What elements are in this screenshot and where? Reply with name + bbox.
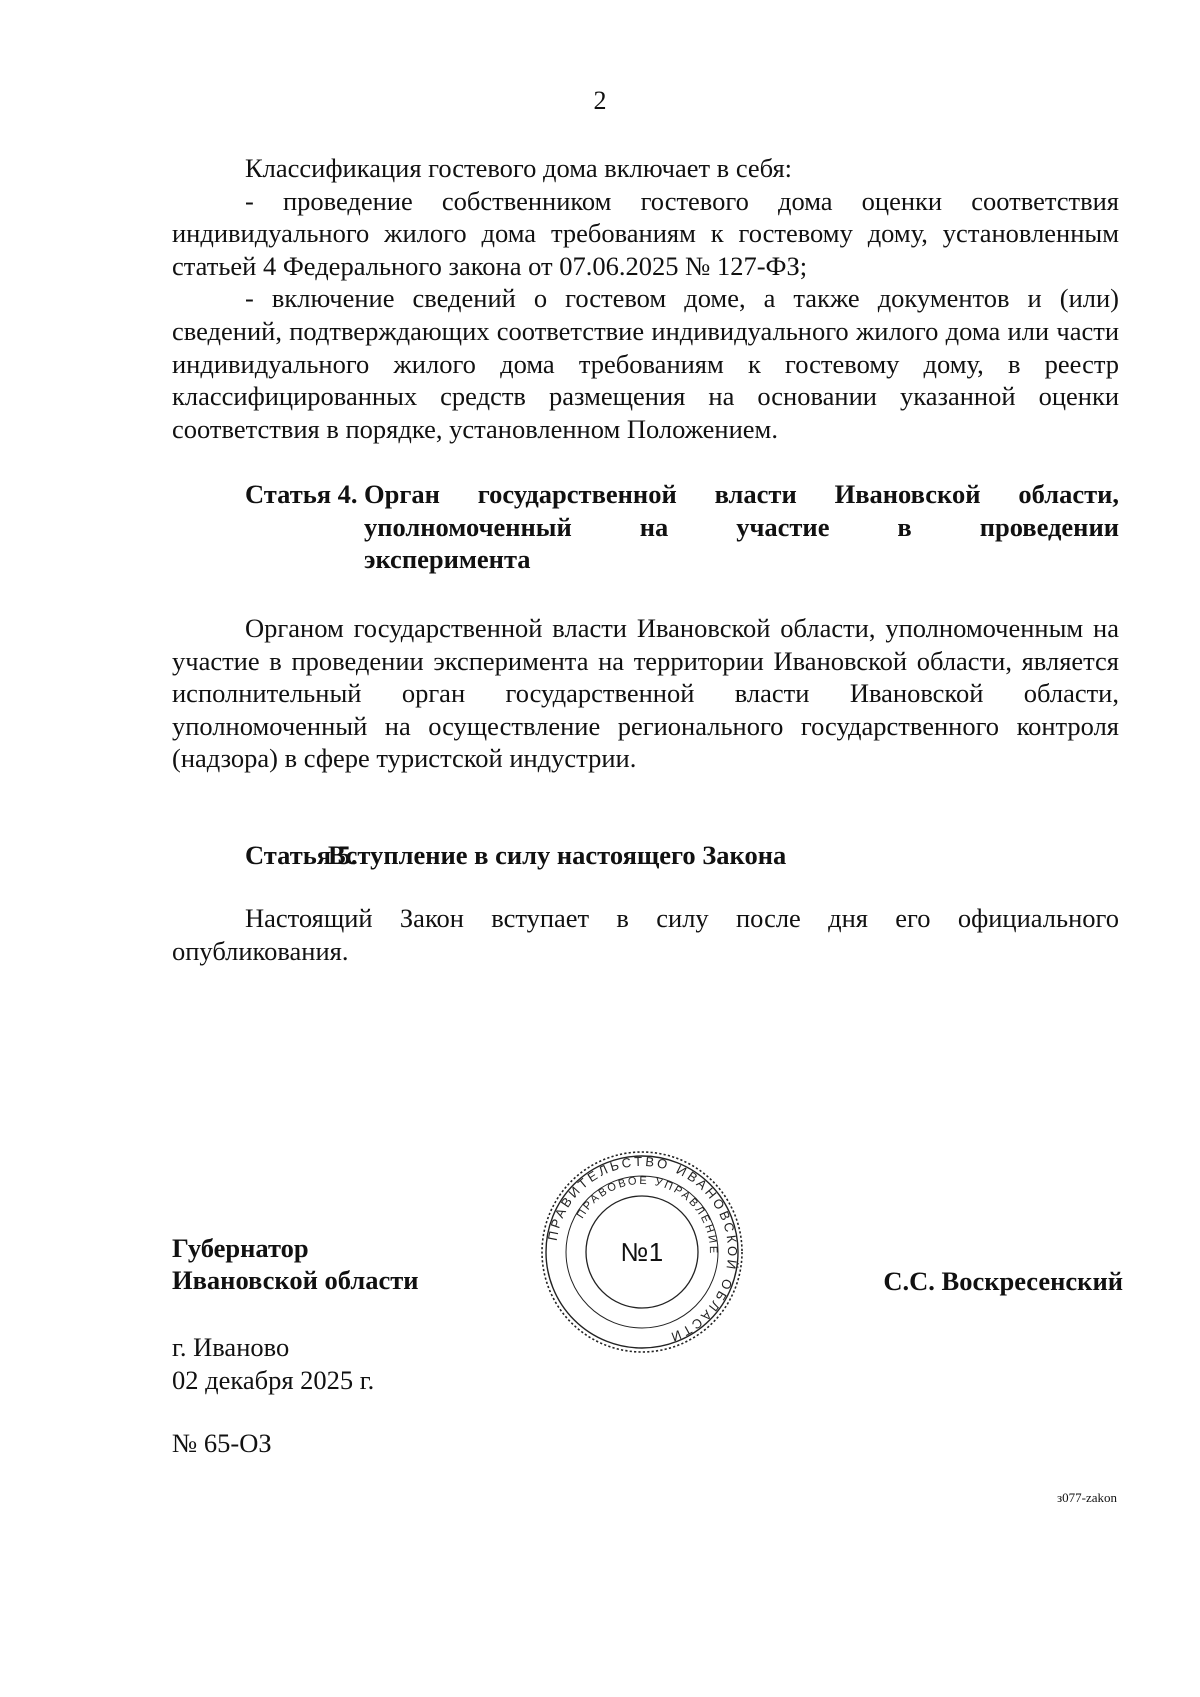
seal-center-text: №1 [620,1236,664,1267]
article-title: Вступление в силу настоящего Закона [328,840,787,870]
paragraph: - проведение собственником гостевого дома оценки соответствия индивидуального жилого дома требованиям к гостевому дому, установленным статьей 4 Федерального закона от 07.06.2025 № 127-ФЗ; [172,185,1119,281]
article-title [364,478,1119,576]
paragraph: Классификация гостевого дома включает в себя: [245,153,793,183]
official-seal [538,1148,746,1356]
article-heading [172,478,1119,576]
paragraph: - включение сведений о гостевом доме, а также документов и (или) сведений, подтверждающих соответствие индивидуального жилого дома или части индивидуального жилого дома требованиям к гостевому дому, в реестр классифицированных средств размещения на основании указанной оценки соответствия в порядке, установленном Положением. [172,283,1119,444]
article-number: Статья 5. [245,840,358,870]
page-number: 2 [593,86,607,115]
authority-section [172,612,1119,775]
entry-into-force-section [172,902,1119,967]
place-and-date [172,1331,374,1397]
signer-title [172,1232,419,1296]
classification-section [172,152,1119,445]
date: 02 декабря 2025 г. [172,1365,375,1395]
signer-name: С.С. Воскресенский [883,1266,1123,1296]
law-number: № 65-ОЗ [172,1428,272,1458]
article-title-line: Орган государственной власти Ивановской области, [364,479,1119,509]
paragraph: Органом государственной власти Ивановской области, уполномоченным на участие в проведении эксперимента на территории Ивановской области, является исполнительный орган государственной власти Ивановской области, уполномоченный на осуществление регионального государственного контроля (надзора) в сфере туристской индустрии. [172,613,1119,774]
signer-title-line: Ивановской области [172,1265,419,1295]
article-heading [172,839,1119,872]
article-title-line: эксперимента [364,544,531,575]
article-title-line: уполномоченный на участие в проведении [364,511,1119,542]
seal-outer-text: ПРАВИТЕЛЬСТВО ИВАНОВСКОЙ ОБЛАСТИ [544,1153,741,1346]
document-code: з077-zakon [1056,1490,1117,1505]
article-number: Статья 4. [245,479,358,509]
paragraph: Настоящий Закон вступает в силу после дня его официального опубликования. [172,903,1119,966]
seal-inner-text: ПРАВОВОЕ УПРАВЛЕНИЕ [574,1174,720,1256]
place: г. Иваново [172,1332,290,1362]
signer-title-line: Губернатор [172,1233,309,1263]
